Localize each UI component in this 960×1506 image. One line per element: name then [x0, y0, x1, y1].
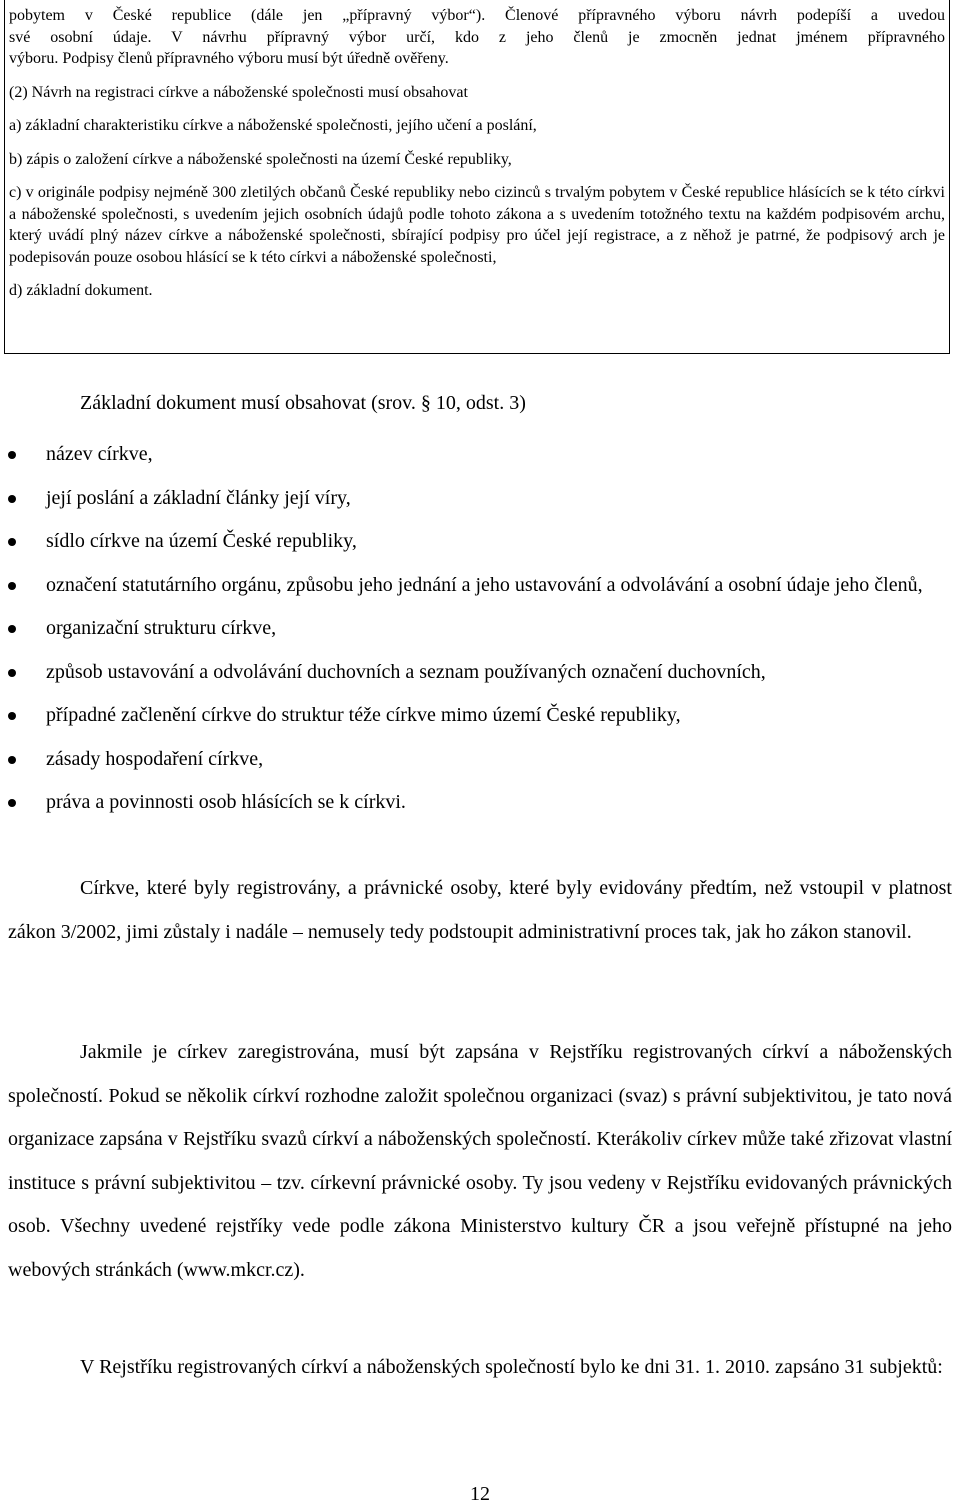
intro-line-2: své osobní údaje. V návrhu přípravný výbor určí, kdo z jeho členů je zmocněn jednat jménem přípravného — [9, 28, 945, 46]
list-item — [0, 520, 960, 564]
bullet-icon — [8, 451, 16, 459]
list-item-text: zásady hospodaření církve, — [46, 747, 264, 770]
list-item — [0, 477, 960, 521]
basic-document-list — [0, 433, 960, 825]
list-item — [0, 651, 960, 695]
list-item-text: její poslání a základní články její víry, — [46, 486, 351, 509]
bullet-icon — [8, 625, 16, 633]
list-item-text: případné začlenění církve do struktur téže církve mimo území České republiky, — [46, 704, 681, 726]
bullet-icon — [8, 712, 16, 720]
list-item-text: organizační strukturu církve, — [46, 617, 277, 639]
list-item-text: sídlo církve na území České republiky, — [46, 530, 357, 552]
bullet-icon — [8, 756, 16, 764]
requirement-c: c) v originále podpisy nejméně 300 zletilých občanů České republiky nebo cizinců s trvalým pobytem v České republice hlásících se k této církvi a náboženské společnosti, s uvedením jejich osobních údajů podle tohoto zákona a s uvedením totožného textu na každém podpisovém archu, který uvádí plný název církve a náboženské společnosti, sbírající podpisy pro účel její registrace, a z něhož je patrné, že podpisový arch je podepisován pouze osobou hlásící se k této církvi a náboženské společnosti, — [9, 184, 945, 266]
list-item — [0, 694, 960, 738]
bullet-icon — [8, 669, 16, 677]
paragraph-registered-churches: Církve, které byly registrovány, a právnické osoby, které byly evidovány předtím, než vstoupil v platnost zákon 3/2002, jimi zůstaly i nadále – nemusely tedy podstoupit administrativní proces tak, jak ho zákon stanovil. — [8, 877, 952, 943]
law-excerpt-box — [4, 0, 950, 354]
paragraph-registry: Jakmile je církev zaregistrována, musí být zapsána v Rejstříku registrovaných církví a náboženských společností. Pokud se několik církví rozhodne založit společnou organizaci (svaz) s právní subjektivitou, je tato nová organizace zapsána v Rejstříku svazů církví a náboženských společností. Kterákoliv církev může také zřizovat vlastní instituce s právní subjektivitou – tzv. církevní právnické osoby. Ty jsou vedeny v Rejstříku evidovaných právnických osob. Všechny uvedené rejstříky vede podle zákona Ministerstvo kultury ČR a jsou veřejně přístupné na jeho webových stránkách (www.mkcr.cz). — [8, 1041, 952, 1281]
requirement-b: b) zápis o založení církve a náboženské společnosti na území České republiky, — [9, 150, 512, 168]
bullet-icon — [8, 495, 16, 503]
bullet-icon — [8, 582, 16, 590]
list-item-text: označení statutárního orgánu, způsobu jeho jednání a jeho ustavování a odvolávání a osobní údaje jeho členů, — [46, 573, 923, 596]
intro-line-1: pobytem v České republice (dále jen „přípravný výbor“). Členové přípravného výboru návrh podepíší a uvedou — [9, 7, 945, 24]
paragraph-count: V Rejstříku registrovaných církví a náboženských společností bylo ke dni 31. 1. 2010. zapsáno 31 subjektů: — [80, 1356, 943, 1378]
list-item — [0, 433, 960, 477]
paragraph-2-heading: (2) Návrh na registraci církve a náboženské společnosti musí obsahovat — [9, 83, 468, 101]
basic-document-heading: Základní dokument musí obsahovat (srov. § 10, odst. 3) — [80, 392, 526, 414]
list-item-text: způsob ustavování a odvolávání duchovních a seznam používaných označení duchovních, — [46, 660, 766, 683]
list-item — [0, 564, 960, 608]
list-item — [0, 607, 960, 651]
list-item-text: název církve, — [46, 443, 153, 465]
requirement-d: d) základní dokument. — [9, 282, 153, 299]
bullet-icon — [8, 799, 16, 807]
bullet-icon — [8, 538, 16, 546]
requirement-a: a) základní charakteristiku církve a náboženské společnosti, jejího učení a poslání, — [9, 117, 537, 134]
intro-line-3: výboru. Podpisy členů přípravného výboru musí být úředně ověřeny. — [9, 50, 449, 67]
list-item-text: práva a povinnosti osob hlásících se k církvi. — [46, 791, 406, 813]
page-number: 12 — [470, 1483, 490, 1505]
list-item — [0, 781, 960, 825]
list-item — [0, 738, 960, 782]
